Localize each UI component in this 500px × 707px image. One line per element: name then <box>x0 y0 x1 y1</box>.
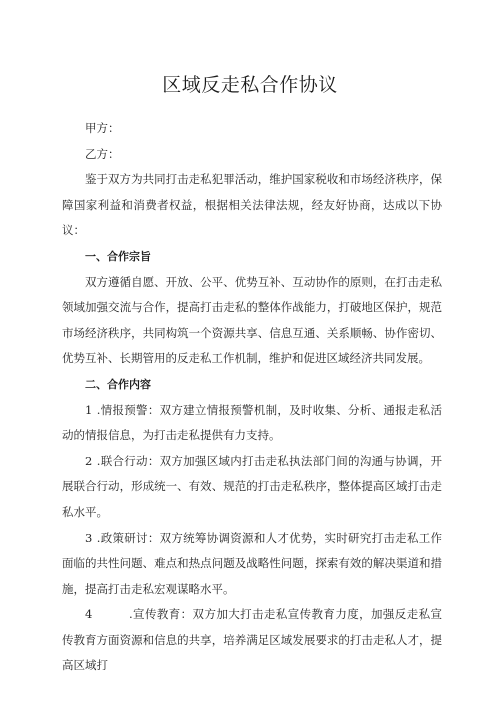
list-item-number: 4 <box>85 607 93 622</box>
list-item <box>62 449 442 526</box>
list-item-number: 2 <box>85 453 93 468</box>
list-item-number: 1 <box>85 402 93 417</box>
list-item <box>62 602 442 679</box>
list-item-text: .宣传教育：双方加大打击走私宣传教育力度，加强反走私宣传教育方面资源和信息的共享，培养满足区域发展要求的打击走私人才，提高区域打 <box>62 607 442 673</box>
preamble-paragraph: 鉴于双方为共同打击走私犯罪活动，维护国家税收和市场经济秩序，保障国家利益和消费者权益，根据相关法律法规，经友好协商，达成以下协议： <box>62 172 442 238</box>
document-body <box>62 116 442 679</box>
party-b-line: 乙方： <box>85 146 120 161</box>
list-item <box>62 526 442 603</box>
list-item-text: .政策研讨：双方统筹协调资源和人才优势，实时研究打击走私工作面临的共性问题、难点和热点问题及战略性问题，探索有效的解决渠道和措施，提高打击走私宏观谋略水平。 <box>62 530 442 596</box>
list-item-text: .情报预警：双方建立情报预警机制，及时收集、分析、通报走私活动的情报信息，为打击走私提供有力支持。 <box>62 402 442 443</box>
list-item <box>62 398 442 449</box>
list-item-text: .联合行动：双方加强区域内打击走私执法部门间的沟通与协调，开展联合行动，形成统一、有效、规范的打击走私秩序，整体提高区域打击走私水平。 <box>62 453 442 519</box>
section-heading-content: 二、合作内容 <box>85 377 151 391</box>
document-title: 区域反走私合作协议 <box>162 74 338 96</box>
section-heading-purpose: 一、合作宗旨 <box>85 249 151 263</box>
list-item-number: 3 <box>85 530 93 545</box>
section-purpose-paragraph: 双方遵循自愿、开放、公平、优势互补、互动协作的原则，在打击走私领域加强交流与合作，提高打击走私的整体作战能力，打破地区保护，规范市场经济秩序，共同构筑一个资源共享、信息互通、关系顺畅、协作密切、优势互补、长期管用的反走私工作机制，维护和促进区域经济共同发展。 <box>62 274 442 366</box>
party-a-line: 甲方： <box>85 121 120 135</box>
